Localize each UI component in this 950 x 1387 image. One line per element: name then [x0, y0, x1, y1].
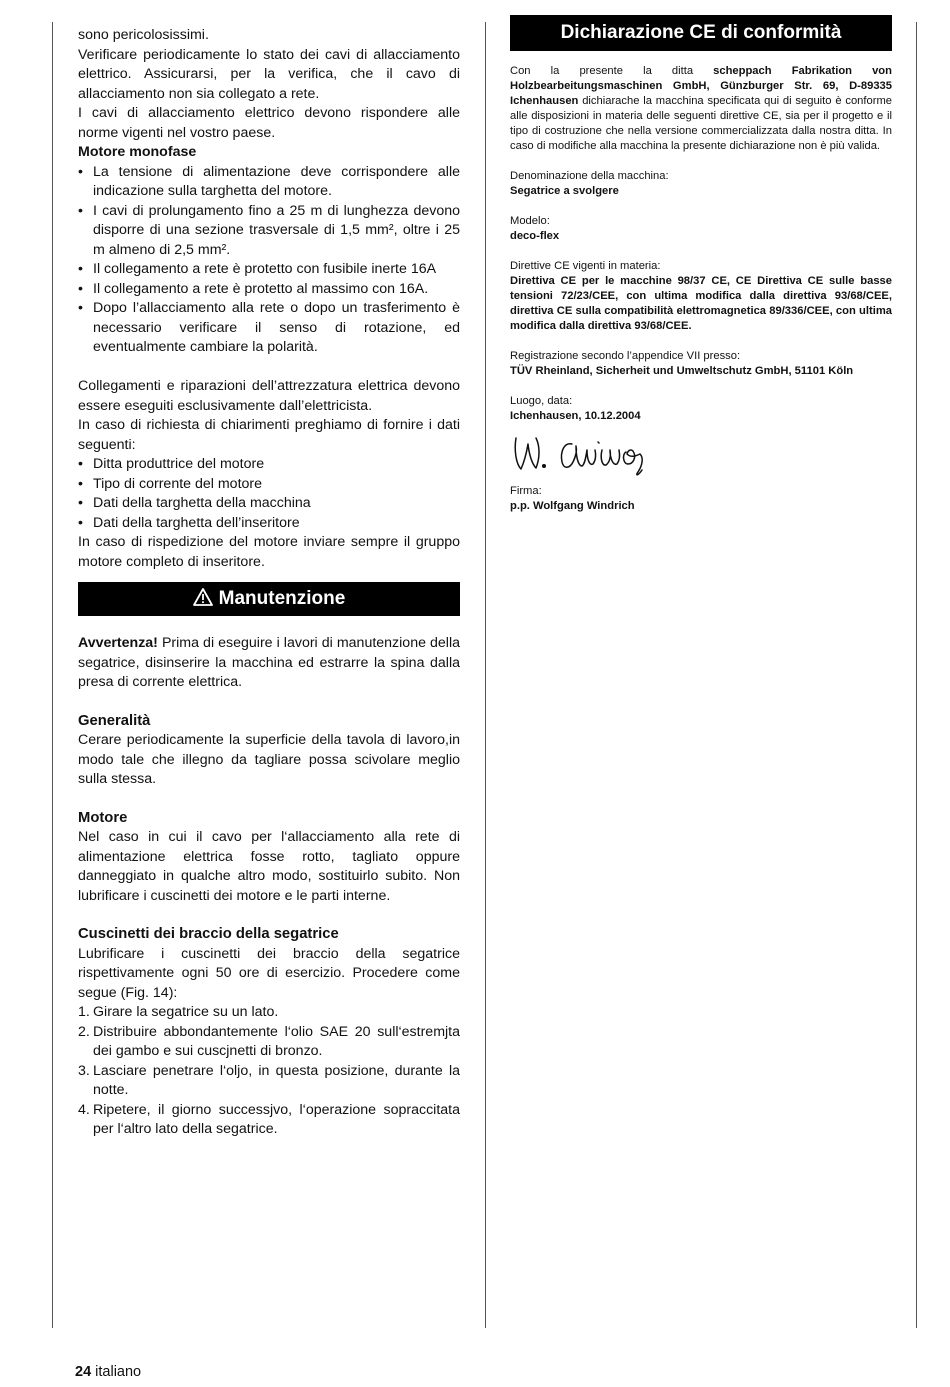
warning-paragraph: [78, 634, 460, 693]
ce-intro-paragraph: [510, 64, 892, 154]
motore-monofase-list: [78, 163, 460, 358]
motore-monofase-heading: Motore monofase: [78, 144, 197, 160]
ce-company: scheppach Fabrikation von Holzbearbeitungsmaschinen GmbH, Günzburger Str. 69, D-89335 Ichenhausen: [510, 65, 892, 107]
modello-value: deco-flex: [510, 230, 560, 242]
list-item: • Il collegamento a rete è protetto con fusibile inerte 16A: [78, 260, 460, 280]
manutenzione-title: Manutenzione: [218, 588, 346, 609]
luogo-value: Ichenhausen, 10.12.2004: [510, 410, 641, 422]
step-number: 4.: [78, 1101, 90, 1118]
luogo-label: Luogo, data:: [510, 395, 573, 407]
lubrication-steps: [78, 1003, 460, 1140]
step-text: Lasciare penetrare l‘oljo, in questa posizione, durante la notte.: [93, 1062, 460, 1098]
list-item: • Ditta produttrice del motore: [78, 455, 460, 475]
step-number: 1.: [78, 1004, 90, 1020]
direttive-label: Direttive CE vigenti in materia:: [510, 260, 661, 272]
motore-heading: Motore: [78, 809, 128, 826]
step-text: Distribuire abbondantemente l‘olio SAE 20 sull‘estremjta dei gambo e sui cuscjnetti di bronzo.: [93, 1023, 460, 1059]
column-divider-rule: [485, 22, 486, 1328]
list-item: [78, 1101, 460, 1140]
right-column: [510, 15, 892, 514]
step-number: 3.: [78, 1062, 90, 1079]
generalita-heading: Generalità: [78, 712, 151, 729]
step-text: Girare la segatrice su un lato.: [93, 1004, 279, 1020]
right-margin-rule: [916, 22, 917, 1328]
ce-intro-pre: Con la presente la ditta: [510, 65, 714, 77]
footer-language: italiano: [95, 1364, 142, 1380]
list-item: [78, 1003, 460, 1023]
list-item: • Tipo di corrente del motore: [78, 475, 460, 495]
collegamenti-paragraph-2: In caso di richiesta di chiarimenti preghiamo di fornire i dati seguenti:: [78, 417, 460, 453]
page-number: 24: [75, 1364, 92, 1380]
direttive-block: [510, 259, 892, 334]
registrazione-value: TÜV Rheinland, Sicherheit und Umweltschutz GmbH, 51101 Köln: [510, 365, 854, 377]
step-text: Ripetere, il giorno successjvo, l‘operazione sopraccitata per l‘altro lato della segatrice.: [93, 1101, 460, 1137]
registrazione-label: Registrazione secondo l’appendice VII presso:: [510, 350, 741, 362]
ce-declaration-banner: Dichiarazione CE di conformità: [510, 15, 892, 51]
intro-paragraph-2: Verificare periodicamente lo stato dei cavi di allacciamento elettrico. Assicurarsi, per la verifica, che il cavo di allacciamento non sia collegato a rete.: [78, 46, 460, 102]
list-item: [78, 1023, 460, 1062]
motore-text: Nel caso in cui il cavo per l‘allacciamento alla rete di alimentazione elettrica fosse rotto, tagliato oppure danneggiato in qualche altro modo, sostituirlo subito. Non lubrificare i cuscinetti dei motore e le parti interne.: [78, 829, 460, 904]
manutenzione-banner: [78, 582, 460, 616]
denominazione-label: Denominazione della macchina:: [510, 170, 669, 182]
collegamenti-closing: In caso di rispedizione del motore inviare sempre il gruppo motore completo di inseritore.: [78, 534, 460, 570]
warning-triangle-icon: [193, 584, 213, 618]
list-item: • Il collegamento a rete è protetto al massimo con 16A.: [78, 280, 460, 300]
warning-label: Avvertenza!: [78, 635, 158, 651]
registrazione-block: [510, 349, 892, 379]
list-item: [78, 1062, 460, 1101]
handwritten-signature: [510, 428, 660, 480]
ce-intro-post: dichiarache la macchina specificata qui di seguito è conforme alle disposizioni in materia delle seguenti direttive CE, sia per il progetto e il tipo di costruzione che nella versione commercializzata dalla nostra ditta. In caso di modifiche alla macchina la presente dichiarazione non è più valida.: [510, 95, 892, 152]
list-item: • La tensione di alimentazione deve corrispondere alle indicazione sulla targhetta del motore.: [78, 163, 460, 202]
left-column: [78, 26, 460, 1140]
luogo-block: [510, 394, 892, 424]
list-item: • Dati della targhetta della macchina: [78, 494, 460, 514]
firma-label: Firma:: [510, 485, 542, 497]
denominazione-value: Segatrice a svolgere: [510, 185, 619, 197]
cuscinetti-heading: Cuscinetti dei braccio della segatrice: [78, 926, 339, 942]
firma-block: [510, 484, 892, 514]
page-footer: [75, 1364, 141, 1380]
modello-label: Modelo:: [510, 215, 550, 227]
list-item: • I cavi di prolungamento fino a 25 m di lunghezza devono disporre di una sezione trasversale di 1,5 mm², oltre i 25 m almeno di 2,5 mm².: [78, 202, 460, 261]
collegamenti-paragraph-1: Collegamenti e riparazioni dell’attrezzatura elettrica devono essere eseguiti esclusivamente dall’elettricista.: [78, 378, 460, 414]
firma-value: p.p. Wolfgang Windrich: [510, 500, 635, 512]
list-item: • Dopo l’allacciamento alla rete o dopo un trasferimento è necessario verificare il senso di rotazione, ed eventualmente cambiare la polarità.: [78, 299, 460, 358]
step-number: 2.: [78, 1023, 90, 1040]
left-margin-rule: [52, 22, 53, 1328]
list-item: • Dati della targhetta dell’inseritore: [78, 514, 460, 534]
generalita-text: Cerare periodicamente la superficie della tavola di lavoro,in modo tale che illegno da tagliare possa scivolare meglio sulla stessa.: [78, 732, 460, 787]
modello-block: [510, 214, 892, 244]
warning-text: Prima di eseguire i lavori di manutenzione della segatrice, disinserire la macchina ed estrarre la spina dalla presa di corrente elettrica.: [78, 635, 460, 690]
intro-paragraph-3: I cavi di allacciamento elettrico devono rispondere alle norme vigenti nel vostro paese.: [78, 105, 460, 141]
dati-list: [78, 455, 460, 533]
cuscinetti-text: Lubrificare i cuscinetti dei braccio della segatrice rispettivamente ogni 50 ore di esercizio. Procedere come segue (Fig. 14):: [78, 945, 460, 1001]
denominazione-block: [510, 169, 892, 199]
intro-paragraph-1: sono pericolosissimi.: [78, 27, 209, 43]
direttive-value: Direttiva CE per le macchine 98/37 CE, CE Direttiva CE sulle basse tensioni 72/23/CEE, con ultima modifica dalla direttiva 93/68/CEE, direttiva CE sulla compatibilità elettromagnetica 89/336/CEE, con ultima modifica dalla direttiva 93/68/CEE.: [510, 275, 892, 332]
